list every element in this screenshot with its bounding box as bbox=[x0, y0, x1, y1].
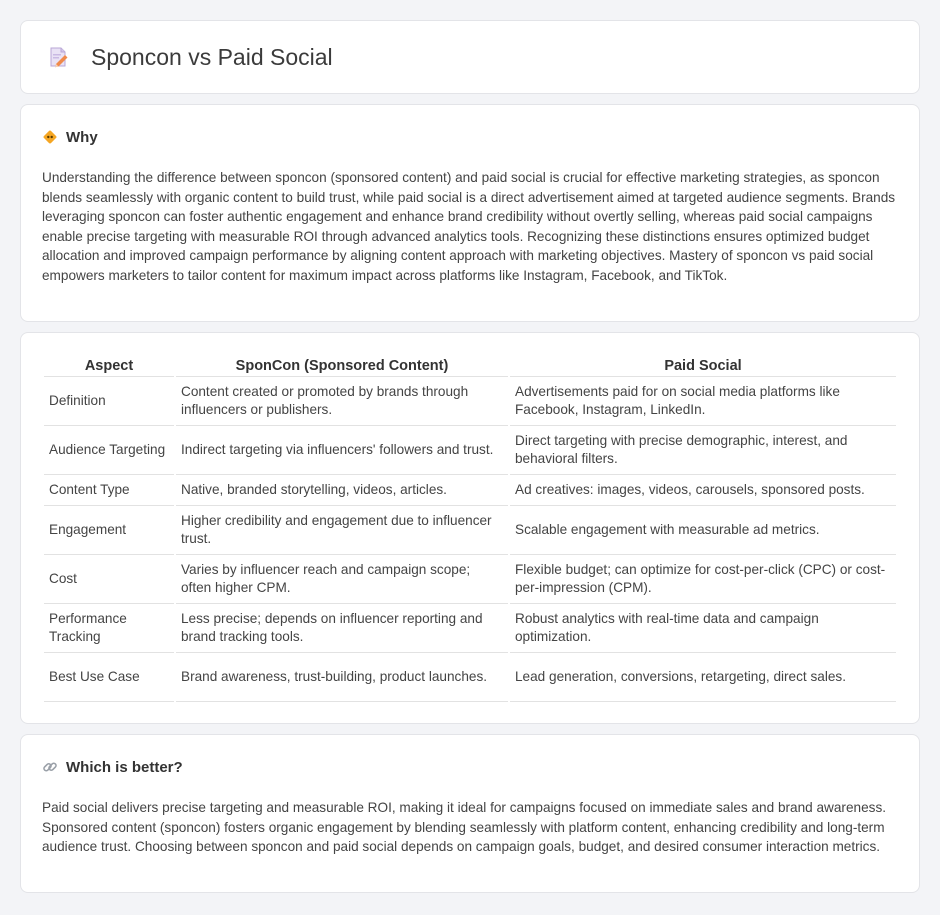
header-paid-social: Paid Social bbox=[510, 353, 896, 377]
header-sponcon: SponCon (Sponsored Content) bbox=[176, 353, 508, 377]
table-row bbox=[44, 426, 896, 475]
why-text: Understanding the difference between sponcon (sponsored content) and paid social is crucial for effective marketing strategies, as sponcon blends seamlessly with organic content to build trust, while paid social is a direct advertisement aimed at targeted audience segments. Brands leveraging sponcon can foster authentic engagement and enhance brand credibility without overtly selling, whereas paid social campaigns enable precise targeting with measurable ROI through advanced analytics tools. Recognizing these distinctions ensures optimized budget allocation and improved campaign performance by aligning content approach with marketing objectives. Mastery of sponcon vs paid social empowers marketers to tailor content for maximum impact across platforms like Instagram, Facebook, and TikTok. bbox=[42, 170, 896, 283]
cell-paid-social: Advertisements paid for on social media platforms like Facebook, Instagram, LinkedIn. bbox=[510, 377, 896, 426]
better-title: Which is better? bbox=[66, 758, 183, 776]
table-row bbox=[44, 604, 896, 653]
which-is-better-section bbox=[20, 734, 920, 893]
cell-sponcon: Less precise; depends on influencer reporting and brand tracking tools. bbox=[176, 604, 508, 653]
cell-paid-social: Flexible budget; can optimize for cost-per-click (CPC) or cost-per-impression (CPM). bbox=[510, 555, 896, 604]
cell-sponcon: Content created or promoted by brands through influencers or publishers. bbox=[176, 377, 508, 426]
table-row bbox=[44, 475, 896, 506]
document-pencil-icon bbox=[47, 46, 69, 68]
why-header bbox=[42, 127, 898, 147]
table-row bbox=[44, 555, 896, 604]
cell-paid-social: Scalable engagement with measurable ad metrics. bbox=[510, 506, 896, 555]
cell-paid-social: Direct targeting with precise demographic, interest, and behavioral filters. bbox=[510, 426, 896, 475]
cell-aspect: Cost bbox=[44, 555, 174, 604]
cell-aspect: Engagement bbox=[44, 506, 174, 555]
cell-paid-social: Lead generation, conversions, retargeting, direct sales. bbox=[510, 653, 896, 702]
cell-sponcon: Higher credibility and engagement due to influencer trust. bbox=[176, 506, 508, 555]
better-header bbox=[42, 757, 898, 777]
header-aspect: Aspect bbox=[44, 353, 174, 377]
cell-paid-social: Ad creatives: images, videos, carousels, sponsored posts. bbox=[510, 475, 896, 506]
comparison-table-card bbox=[20, 332, 920, 724]
comparison-table bbox=[42, 353, 898, 702]
cell-aspect: Performance Tracking bbox=[44, 604, 174, 653]
cell-aspect: Definition bbox=[44, 377, 174, 426]
cell-aspect: Content Type bbox=[44, 475, 174, 506]
diamond-sign-icon bbox=[42, 129, 58, 145]
why-title: Why bbox=[66, 128, 98, 146]
table-header-row bbox=[44, 353, 896, 377]
cell-aspect: Audience Targeting bbox=[44, 426, 174, 475]
page-title: Sponcon vs Paid Social bbox=[91, 43, 333, 70]
cell-sponcon: Brand awareness, trust-building, product launches. bbox=[176, 653, 508, 702]
table-row bbox=[44, 506, 896, 555]
why-section bbox=[20, 104, 920, 322]
better-text: Paid social delivers precise targeting and measurable ROI, making it ideal for campaigns focused on immediate sales and brand awareness. Sponsored content (sponcon) fosters organic engagement by blending seamlessly with platform content, enhancing credibility and long-term audience trust. Choosing between sponcon and paid social depends on campaign goals, budget, and desired consumer interaction metrics. bbox=[42, 800, 887, 854]
cell-aspect: Best Use Case bbox=[44, 653, 174, 702]
title-card bbox=[20, 20, 920, 94]
table-row bbox=[44, 377, 896, 426]
cell-sponcon: Indirect targeting via influencers' followers and trust. bbox=[176, 426, 508, 475]
cell-paid-social: Robust analytics with real-time data and campaign optimization. bbox=[510, 604, 896, 653]
link-icon bbox=[42, 759, 58, 775]
cell-sponcon: Native, branded storytelling, videos, articles. bbox=[176, 475, 508, 506]
table-row bbox=[44, 653, 896, 702]
cell-sponcon: Varies by influencer reach and campaign scope; often higher CPM. bbox=[176, 555, 508, 604]
